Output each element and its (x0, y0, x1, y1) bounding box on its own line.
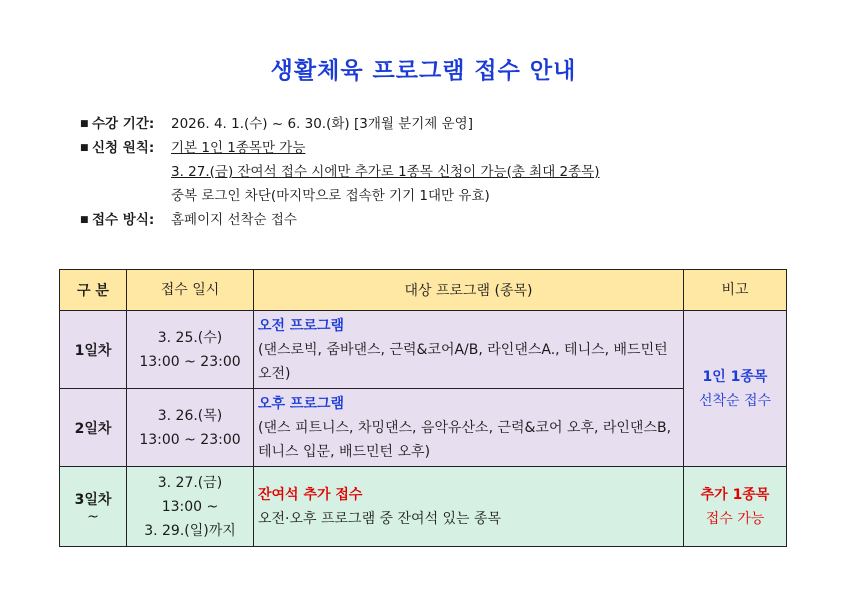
day-tilde: ~ (87, 508, 99, 525)
header-category: 구 분 (60, 270, 127, 311)
table-row (60, 389, 787, 467)
note-main: 추가 1종목 (700, 486, 770, 503)
rule-2-row (80, 160, 600, 184)
period-row (80, 112, 600, 136)
page-title: 생활체육 프로그램 접수 안내 (270, 58, 577, 84)
date-text: 3. 27.(금) (157, 474, 223, 491)
table-row (60, 311, 787, 389)
date-cell (127, 389, 254, 467)
period-value: 2026. 4. 1.(수) ~ 6. 30.(화) [3개월 분기제 운영] (171, 116, 473, 132)
program-cell (254, 389, 684, 467)
schedule-table (59, 269, 787, 547)
program-title: 잔여석 추가 접수 (258, 486, 363, 503)
bullet-icon: ■ (80, 143, 89, 153)
note-cell (684, 311, 787, 467)
time-text: 13:00 ~ (161, 498, 219, 515)
header-program: 대상 프로그램 (종목) (254, 270, 684, 311)
program-cell (254, 467, 684, 547)
date-cell (127, 467, 254, 547)
note-cell (684, 467, 787, 547)
day-cell (60, 467, 127, 547)
bullet-icon: ■ (80, 119, 89, 129)
note-sub: 선착순 접수 (698, 392, 772, 409)
program-cell (254, 311, 684, 389)
day-text: 3일차 (74, 491, 112, 508)
note-main: 1인 1종목 (702, 368, 768, 385)
time-text: 13:00 ~ 23:00 (139, 431, 241, 448)
end-date-text: 3. 29.(일)까지 (144, 522, 236, 539)
day-cell: 1일차 (60, 311, 127, 389)
rule-row (80, 136, 600, 160)
day-cell: 2일차 (60, 389, 127, 467)
program-title: 오후 프로그램 (258, 395, 345, 412)
method-row (80, 208, 600, 232)
program-desc: (댄스로빅, 줌바댄스, 근력&코어A/B, 라인댄스A., 테니스, 배드민턴 오전) (258, 341, 668, 382)
info-section (80, 112, 600, 232)
header-note: 비고 (684, 270, 787, 311)
header-date: 접수 일시 (127, 270, 254, 311)
date-text: 3. 25.(수) (157, 329, 223, 346)
note-sub: 접수 가능 (705, 510, 765, 527)
method-label: 접수 방식: (92, 212, 155, 228)
rule-3-row (80, 184, 600, 208)
rule-2: 3. 27.(금) 잔여석 접수 시에만 추가로 1종목 신청이 가능(총 최대 2종목) (171, 164, 600, 180)
date-cell (127, 311, 254, 389)
method-value: 홈페이지 선착순 접수 (171, 212, 297, 228)
table-row (60, 467, 787, 547)
rule-1: 기본 1인 1종목만 가능 (171, 140, 306, 156)
rule-label: 신청 원칙: (92, 140, 155, 156)
rule-3: 중복 로그인 차단(마지막으로 접속한 기기 1대만 유효) (171, 188, 490, 204)
time-text: 13:00 ~ 23:00 (139, 353, 241, 370)
program-desc: (댄스 피트니스, 차밍댄스, 음악유산소, 근력&코어 오후, 라인댄스B, 테니스 입문, 배드민턴 오후) (258, 419, 672, 460)
period-label: 수강 기간: (92, 116, 155, 132)
bullet-icon: ■ (80, 215, 89, 225)
program-title: 오전 프로그램 (258, 317, 345, 334)
date-text: 3. 26.(목) (157, 407, 223, 424)
table-header-row (60, 270, 787, 311)
program-desc: 오전·오후 프로그램 중 잔여석 있는 종목 (258, 510, 502, 527)
